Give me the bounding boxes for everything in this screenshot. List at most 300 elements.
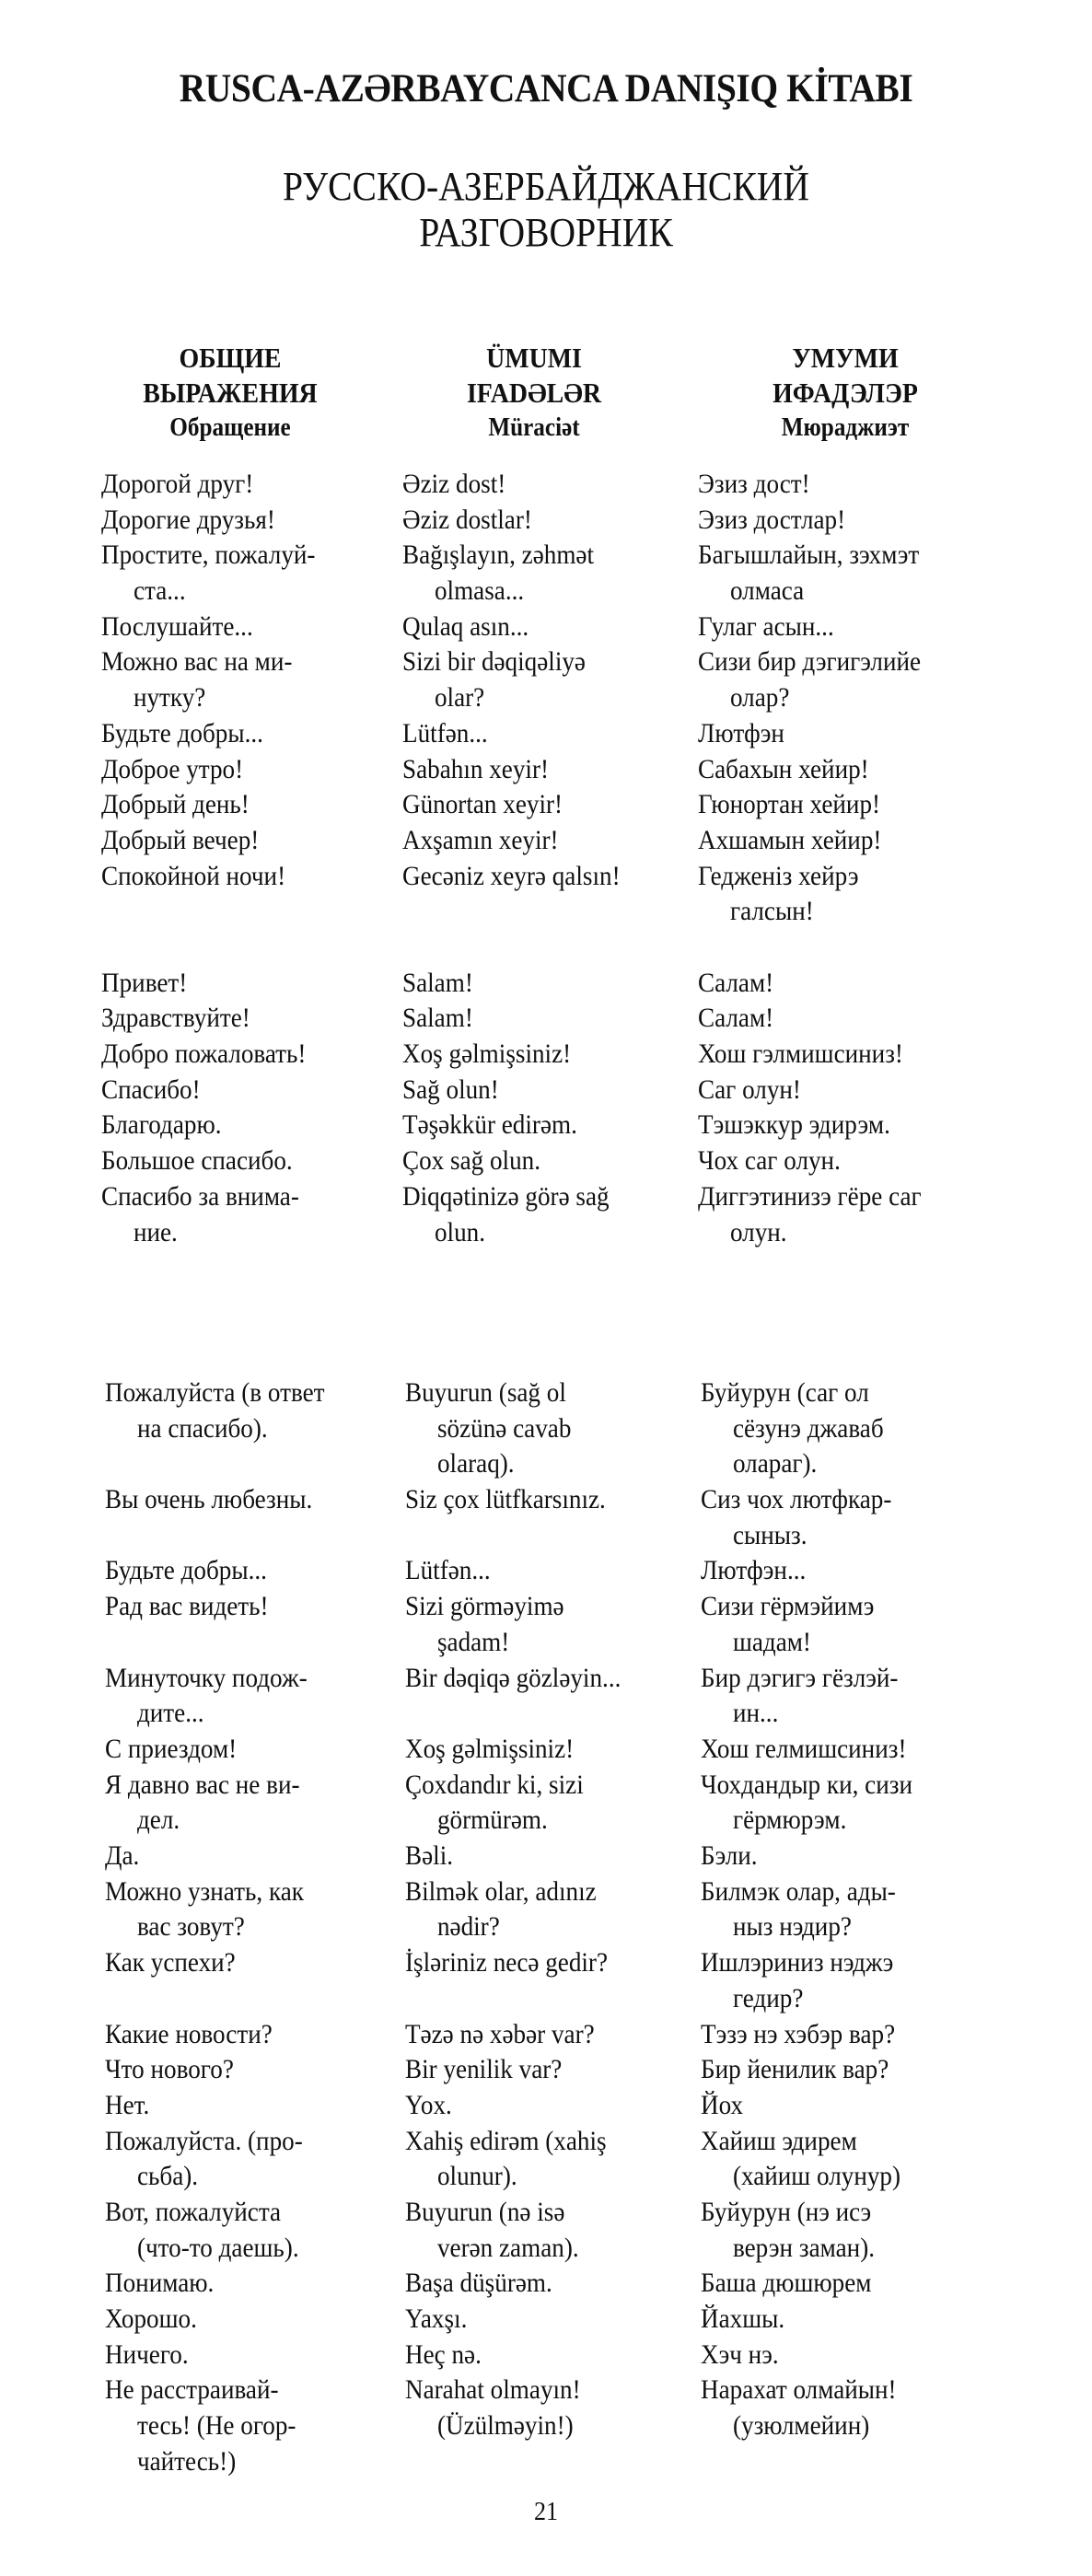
azerbaijani-phrase	[402, 1143, 682, 1179]
azerbaijani-phrase	[405, 2052, 685, 2088]
azerbaijani-phrase	[405, 1839, 685, 1874]
russian-phrase	[101, 1073, 381, 1108]
russian-phrase	[105, 2338, 385, 2373]
russian-phrase	[105, 1732, 385, 1768]
phrase-line: Хорошо.	[105, 2304, 197, 2335]
azerbaijani-phrase	[405, 1375, 685, 1482]
phrase-row	[0, 2195, 1092, 2266]
transcription-phrase	[698, 1073, 1003, 1108]
azerbaijani-phrase	[402, 1001, 682, 1037]
transcription-phrase	[701, 2338, 1005, 2373]
russian-phrase	[105, 2088, 385, 2124]
phrase-line: nədir?	[436, 1912, 500, 1943]
phrase-row	[0, 1874, 1092, 1945]
book-title-russian	[54, 164, 1037, 256]
section-header-transcription	[696, 341, 994, 446]
russian-phrase	[105, 1589, 385, 1625]
phrase-line: Xahiş edirəm (xahiş	[405, 2126, 607, 2156]
phrase-line: Спасибо!	[101, 1074, 201, 1105]
phrase-line: Привет!	[101, 968, 188, 998]
phrase-row	[0, 1375, 1092, 1482]
russian-phrase	[105, 2195, 385, 2266]
phrase-line: нутку?	[133, 683, 206, 714]
russian-phrase	[101, 538, 381, 609]
phrase-line: Вот, пожалуйста	[105, 2197, 282, 2227]
phrase-line: Простите, пожалуй-	[101, 540, 316, 571]
phrase-line: Багышлайын, зэхмэт	[698, 540, 920, 571]
phrase-line: Салам!	[698, 968, 774, 998]
transcription-phrase	[698, 966, 1003, 1002]
phrase-line: Хош гэлмишсиниз!	[698, 1039, 903, 1070]
phrase-line: тесь! (Не огор-	[136, 2411, 296, 2442]
phrase-row	[0, 2052, 1092, 2088]
phrase-line: (что-то даешь).	[136, 2233, 299, 2263]
transcription-phrase	[698, 1179, 1003, 1250]
phrase-line: Ишлэриниз нэджэ	[701, 1948, 894, 1978]
russian-phrase	[101, 1108, 381, 1143]
phrase-row	[0, 823, 1092, 859]
phrase-line: (узюлмейин)	[732, 2411, 870, 2442]
subsection-title: Müraciət	[488, 413, 580, 442]
phrase-line: Можно вас на ми-	[101, 647, 293, 678]
transcription-phrase	[698, 787, 1003, 823]
phrase-line: Как успехи?	[105, 1948, 236, 1978]
phrase-line: Əziz dostlar!	[402, 505, 532, 535]
phrase-row	[0, 1037, 1092, 1073]
azerbaijani-phrase	[405, 1482, 685, 1518]
subsection-title: Обращение	[169, 413, 291, 442]
russian-phrase	[101, 823, 381, 859]
phrase-line: Bir dəqiqə gözləyin...	[405, 1663, 622, 1693]
phrase-row	[0, 2373, 1092, 2479]
transcription-phrase	[698, 467, 1003, 503]
transcription-phrase	[701, 1553, 1005, 1589]
phrase-line: Сизи гёрмэйимэ	[701, 1592, 875, 1622]
phrase-line: Yox.	[405, 2090, 452, 2120]
phrase-line: İşləriniz necə gedir?	[405, 1948, 609, 1978]
phrase-line: Эзиз достлар!	[698, 505, 846, 535]
phrase-line: Спасибо за внима-	[101, 1181, 299, 1212]
transcription-phrase	[701, 1839, 1005, 1874]
russian-phrase	[101, 787, 381, 823]
phrase-row	[0, 2266, 1092, 2302]
phrase-line: Хош гелмишсиниз!	[701, 1734, 907, 1764]
phrase-row	[0, 644, 1092, 715]
phrase-line: Бэли.	[701, 1841, 758, 1872]
russian-phrase	[101, 1037, 381, 1073]
phrase-line: Чох саг олун.	[698, 1146, 841, 1177]
russian-phrase	[105, 1945, 385, 1981]
phrase-line: Здравствуйте!	[101, 1004, 250, 1034]
phrase-line: Axşamın xeyir!	[402, 825, 559, 855]
russian-phrase	[101, 752, 381, 788]
phrase-line: ста...	[133, 576, 186, 607]
phrase-line: олараг).	[732, 1449, 818, 1479]
azerbaijani-phrase	[402, 467, 682, 503]
phrase-line: Эзиз дост!	[698, 470, 810, 499]
phrase-line: Bir yenilik var?	[405, 2055, 563, 2085]
transcription-phrase	[698, 609, 1003, 645]
russian-phrase	[105, 2302, 385, 2338]
header-line: ВЫРАЖЕНИЯ	[143, 377, 318, 409]
phrase-row	[0, 787, 1092, 823]
header-line: ОБЩИЕ	[179, 342, 282, 374]
transcription-phrase	[701, 2266, 1005, 2302]
phrase-line: Лютфэн...	[701, 1556, 807, 1586]
phrase-line: Sabahın xeyir!	[402, 754, 550, 784]
azerbaijani-phrase	[405, 2373, 685, 2443]
azerbaijani-phrase	[405, 1945, 685, 1981]
phrase-line: сыныз.	[732, 1520, 807, 1550]
azerbaijani-phrase	[402, 644, 682, 715]
phrase-line: Буйурун (нэ исэ	[701, 2197, 872, 2227]
phrase-table-block-1	[0, 467, 1092, 1250]
phrase-line: Narahat olmayın!	[405, 2375, 581, 2406]
phrase-line: Bilmək olar, adınız	[405, 1876, 597, 1907]
phrase-line: Большое спасибо.	[101, 1146, 293, 1177]
russian-phrase	[105, 1874, 385, 1945]
phrase-row	[0, 930, 1092, 966]
phrase-line: дел.	[136, 1805, 180, 1836]
phrase-line: олун.	[729, 1217, 787, 1247]
transcription-phrase	[701, 2124, 1005, 2195]
section-header-azerbaijani	[398, 341, 671, 446]
subsection-title: Мюраджиэт	[781, 413, 910, 442]
phrase-line: Пожалуйста. (про-	[105, 2126, 303, 2156]
phrase-line: şadam!	[436, 1627, 510, 1657]
azerbaijani-phrase	[402, 1073, 682, 1108]
phrase-line: Дорогой друг!	[101, 470, 254, 499]
phrase-line: Heç nə.	[405, 2339, 482, 2370]
phrase-line: görmürəm.	[436, 1805, 548, 1836]
phrase-line: Нет.	[105, 2090, 150, 2120]
azerbaijani-phrase	[405, 2338, 685, 2373]
page-number: 21	[533, 2497, 559, 2526]
phrase-line: Сизи бир дэгигэлийе	[698, 647, 922, 678]
phrase-line: Вы очень любезны.	[105, 1485, 313, 1515]
phrase-row	[0, 1073, 1092, 1108]
phrase-line: Ничего.	[105, 2339, 189, 2370]
phrase-row	[0, 2088, 1092, 2124]
russian-phrase	[105, 1482, 385, 1518]
phrase-line: Salam!	[402, 968, 473, 998]
book-title-russian-line1: РУССКО-АЗЕРБАЙДЖАНСКИЙ	[283, 164, 809, 209]
phrase-line: вас зовут?	[136, 1912, 245, 1943]
phrase-line: Çox sağ olun.	[402, 1146, 541, 1177]
phrase-row	[0, 2302, 1092, 2338]
phrase-line: Сиз чох лютфкар-	[701, 1485, 892, 1515]
azerbaijani-phrase	[402, 609, 682, 645]
azerbaijani-phrase	[402, 538, 682, 609]
phrase-line: Təzə nə xəbər var?	[405, 2019, 595, 2049]
russian-phrase	[101, 1179, 381, 1250]
azerbaijani-phrase	[402, 859, 682, 895]
phrase-line: Будьте добры...	[101, 718, 263, 748]
russian-phrase	[105, 1839, 385, 1874]
phrase-row	[0, 752, 1092, 788]
azerbaijani-phrase	[402, 752, 682, 788]
transcription-phrase	[701, 1482, 1005, 1553]
phrase-line: на спасибо).	[136, 1413, 268, 1444]
phrase-line: Sizi görməyimə	[405, 1592, 564, 1622]
phrase-line: Йахшы.	[701, 2304, 785, 2335]
russian-phrase	[105, 2266, 385, 2302]
phrase-line: Бир йенилик вар?	[701, 2055, 889, 2085]
azerbaijani-phrase	[405, 1768, 685, 1839]
phrase-line: Можно узнать, как	[105, 1876, 304, 1907]
phrase-line: олмаса	[729, 576, 805, 607]
transcription-phrase	[698, 1037, 1003, 1073]
transcription-phrase	[698, 538, 1003, 609]
phrase-line: Тэшэккур эдирэм.	[698, 1110, 890, 1141]
russian-phrase	[101, 1143, 381, 1179]
azerbaijani-phrase	[405, 1589, 685, 1660]
phrase-row	[0, 503, 1092, 539]
phrase-line: Послушайте...	[101, 611, 253, 642]
azerbaijani-phrase	[405, 2266, 685, 2302]
phrase-line: гедир?	[732, 1983, 804, 2013]
phrase-row	[0, 1143, 1092, 1179]
transcription-phrase	[701, 1945, 1005, 2016]
phrase-row	[0, 1001, 1092, 1037]
header-line: ИФАДЭЛЭР	[773, 377, 918, 409]
russian-phrase	[101, 716, 381, 752]
phrase-line: Йох	[701, 2090, 744, 2120]
phrase-line: Добрый вечер!	[101, 825, 260, 855]
phrase-line: Рад вас видеть!	[105, 1592, 269, 1622]
phrase-row	[0, 1661, 1092, 1732]
azerbaijani-phrase	[402, 966, 682, 1002]
phrase-line: Гедженіз хейрэ	[698, 861, 859, 891]
phrase-line: Какие новости?	[105, 2019, 273, 2049]
russian-phrase	[105, 1661, 385, 1732]
phrase-line: Хайиш эдирем	[701, 2126, 857, 2156]
phrase-line: Будьте добры...	[105, 1556, 267, 1586]
azerbaijani-phrase	[402, 823, 682, 859]
transcription-phrase	[701, 1732, 1005, 1768]
phrase-line: Чохдандыр ки, сизи	[701, 1770, 912, 1800]
phrase-row	[0, 1768, 1092, 1839]
phrase-line: ныз нэдир?	[732, 1912, 852, 1943]
phrase-row	[0, 1589, 1092, 1660]
transcription-phrase	[698, 859, 1003, 930]
phrase-line: Təşəkkür edirəm.	[402, 1110, 577, 1141]
phrase-line: Тэзэ нэ хэбэр вар?	[701, 2019, 896, 2049]
russian-phrase	[101, 644, 381, 715]
phrase-table-block-2	[0, 1375, 1092, 2480]
phrase-line: Sizi bir dəqiqəliyə	[402, 647, 586, 678]
phrase-line: Баша дюшюрем	[701, 2269, 872, 2299]
azerbaijani-phrase	[405, 1874, 685, 1945]
azerbaijani-phrase	[402, 716, 682, 752]
phrase-line: Салам!	[698, 1004, 774, 1034]
phrase-line: Минуточку подож-	[105, 1663, 308, 1693]
phrase-line: Добро пожаловать!	[101, 1039, 307, 1070]
phrase-line: Günortan xeyir!	[402, 790, 563, 820]
phrase-line: Lütfən...	[402, 718, 488, 748]
phrase-line: Lütfən...	[405, 1556, 491, 1586]
transcription-phrase	[701, 1874, 1005, 1945]
phrase-line: Понимаю.	[105, 2269, 215, 2299]
phrase-line: (Üzülməyin!)	[436, 2411, 574, 2442]
phrase-line: Саг олун!	[698, 1074, 801, 1105]
russian-phrase	[105, 2017, 385, 2053]
phrase-row	[0, 609, 1092, 645]
phrase-line: Buyurun (nə isə	[405, 2197, 565, 2227]
phrase-line: olmasa...	[434, 576, 525, 607]
phrase-line: Bağışlayın, zəhmət	[402, 540, 595, 571]
phrase-row	[0, 2338, 1092, 2373]
transcription-phrase	[701, 2017, 1005, 2053]
phrase-row	[0, 2124, 1092, 2195]
section-header-russian	[94, 341, 367, 446]
phrase-line: Гулаг асын...	[698, 611, 834, 642]
azerbaijani-phrase	[405, 2088, 685, 2124]
russian-phrase	[101, 966, 381, 1002]
transcription-phrase	[701, 2052, 1005, 2088]
phrase-line: сьба).	[136, 2162, 199, 2192]
phrase-line: Да.	[105, 1841, 140, 1872]
phrase-line: verən zaman).	[436, 2233, 579, 2263]
phrase-line: Бир дэгигэ гёзлэй-	[701, 1663, 899, 1693]
phrase-row	[0, 1553, 1092, 1589]
phrase-row	[0, 1179, 1092, 1250]
phrase-row	[0, 1482, 1092, 1553]
transcription-phrase	[701, 1661, 1005, 1732]
phrase-line: Başa düşürəm.	[405, 2269, 552, 2299]
phrase-row	[0, 1945, 1092, 2016]
azerbaijani-phrase	[405, 1732, 685, 1768]
phrase-line: Не расстраивай-	[105, 2375, 279, 2406]
phrase-row	[0, 716, 1092, 752]
transcription-phrase	[698, 1001, 1003, 1037]
phrase-line: Билмэк олар, ады-	[701, 1876, 896, 1907]
phrase-line: Xoş gəlmişsiniz!	[405, 1734, 575, 1764]
phrase-line: Дорогие друзья!	[101, 505, 275, 535]
russian-phrase	[105, 2373, 385, 2479]
russian-phrase	[101, 1001, 381, 1037]
transcription-phrase	[701, 1375, 1005, 1482]
phrase-row	[0, 1108, 1092, 1143]
transcription-phrase	[701, 2088, 1005, 2124]
phrase-line: чайтесь!)	[136, 2446, 237, 2477]
azerbaijani-phrase	[402, 503, 682, 539]
transcription-phrase	[698, 752, 1003, 788]
phrase-line: галсын!	[729, 897, 814, 927]
phrase-row	[0, 1732, 1092, 1768]
phrase-row	[0, 2017, 1092, 2053]
russian-phrase	[101, 503, 381, 539]
phrase-line: olunur).	[436, 2162, 517, 2192]
phrase-line: ин...	[732, 1699, 779, 1729]
header-line: IFADƏLƏR	[466, 377, 602, 409]
phrase-line: Сабахын хейир!	[698, 754, 869, 784]
phrase-line: Ахшамын хейир!	[698, 825, 882, 855]
phrase-line: Благодарю.	[101, 1110, 222, 1141]
phrase-line: С приездом!	[105, 1734, 238, 1764]
russian-phrase	[105, 1375, 385, 1446]
russian-phrase	[105, 2124, 385, 2195]
phrase-line: гёрмюрэм.	[732, 1805, 847, 1836]
phrase-line: Добрый день!	[101, 790, 250, 820]
phrase-row	[0, 859, 1092, 930]
azerbaijani-phrase	[405, 2302, 685, 2338]
header-line: УМУМИ	[792, 342, 899, 374]
azerbaijani-phrase	[402, 1037, 682, 1073]
azerbaijani-phrase	[405, 2195, 685, 2266]
phrase-line: сёзунэ джаваб	[732, 1413, 884, 1444]
russian-phrase	[101, 609, 381, 645]
phrase-line: Я давно вас не ви-	[105, 1770, 300, 1800]
transcription-phrase	[701, 1589, 1005, 1660]
phrase-line: верэн заман).	[732, 2233, 876, 2263]
phrase-line: Диггэтинизэ гёре саг	[698, 1181, 922, 1212]
transcription-phrase	[698, 823, 1003, 859]
phrase-row	[0, 1839, 1092, 1874]
russian-phrase	[101, 859, 381, 895]
transcription-phrase	[698, 1108, 1003, 1143]
phrase-line: Буйурун (саг ол	[701, 1378, 869, 1408]
phrase-row	[0, 966, 1092, 1002]
transcription-phrase	[698, 503, 1003, 539]
phrase-line: Bəli.	[405, 1841, 454, 1872]
azerbaijani-phrase	[405, 1553, 685, 1589]
phrase-line: олар?	[729, 683, 790, 714]
phrase-line: olar?	[434, 683, 485, 714]
russian-phrase	[105, 2052, 385, 2088]
phrase-line: Спокойной ночи!	[101, 861, 286, 891]
phrase-line: Гюнортан хейир!	[698, 790, 881, 820]
phrase-line: Sağ olun!	[402, 1074, 499, 1105]
phrase-line: ние.	[133, 1217, 178, 1247]
transcription-phrase	[701, 2373, 1005, 2443]
phrase-line: olun.	[434, 1217, 486, 1247]
phrase-line: olaraq).	[436, 1449, 515, 1479]
phrase-line: Salam!	[402, 1004, 473, 1034]
phrase-line: Хэч нэ.	[701, 2339, 779, 2370]
phrase-line: дите...	[136, 1699, 204, 1729]
azerbaijani-phrase	[405, 2124, 685, 2195]
book-title-azerbaijani: RUSCA-AZƏRBAYCANCA DANIŞIQ KİTABI	[179, 67, 913, 110]
book-title-russian-line2: РАЗГОВОРНИК	[419, 210, 673, 255]
phrase-line: Buyurun (sağ ol	[405, 1378, 566, 1408]
azerbaijani-phrase	[402, 787, 682, 823]
header-line: ÜMUMI	[486, 342, 582, 374]
azerbaijani-phrase	[402, 1108, 682, 1143]
azerbaijani-phrase	[405, 1661, 685, 1697]
phrase-line: Gecəniz xeyrə qalsın!	[402, 861, 621, 891]
transcription-phrase	[701, 1768, 1005, 1839]
transcription-phrase	[701, 2195, 1005, 2266]
phrase-line: Yaxşı.	[405, 2304, 468, 2335]
transcription-phrase	[698, 644, 1003, 715]
phrase-line: Əziz dost!	[402, 470, 506, 499]
azerbaijani-phrase	[405, 2017, 685, 2053]
phrase-line: Пожалуйста (в ответ	[105, 1378, 325, 1408]
phrase-line: Лютфэн	[698, 718, 784, 748]
russian-phrase	[101, 467, 381, 503]
phrase-row	[0, 467, 1092, 503]
russian-phrase	[105, 1553, 385, 1589]
phrase-line: (хайиш олунур)	[732, 2162, 901, 2192]
transcription-phrase	[698, 1143, 1003, 1179]
phrase-line: Çoxdandır ki, sizi	[405, 1770, 584, 1800]
transcription-phrase	[698, 716, 1003, 752]
phrase-line: Diqqətinizə görə sağ	[402, 1181, 610, 1212]
phrase-row	[0, 538, 1092, 609]
azerbaijani-phrase	[402, 1179, 682, 1250]
phrase-line: Что нового?	[105, 2055, 234, 2085]
